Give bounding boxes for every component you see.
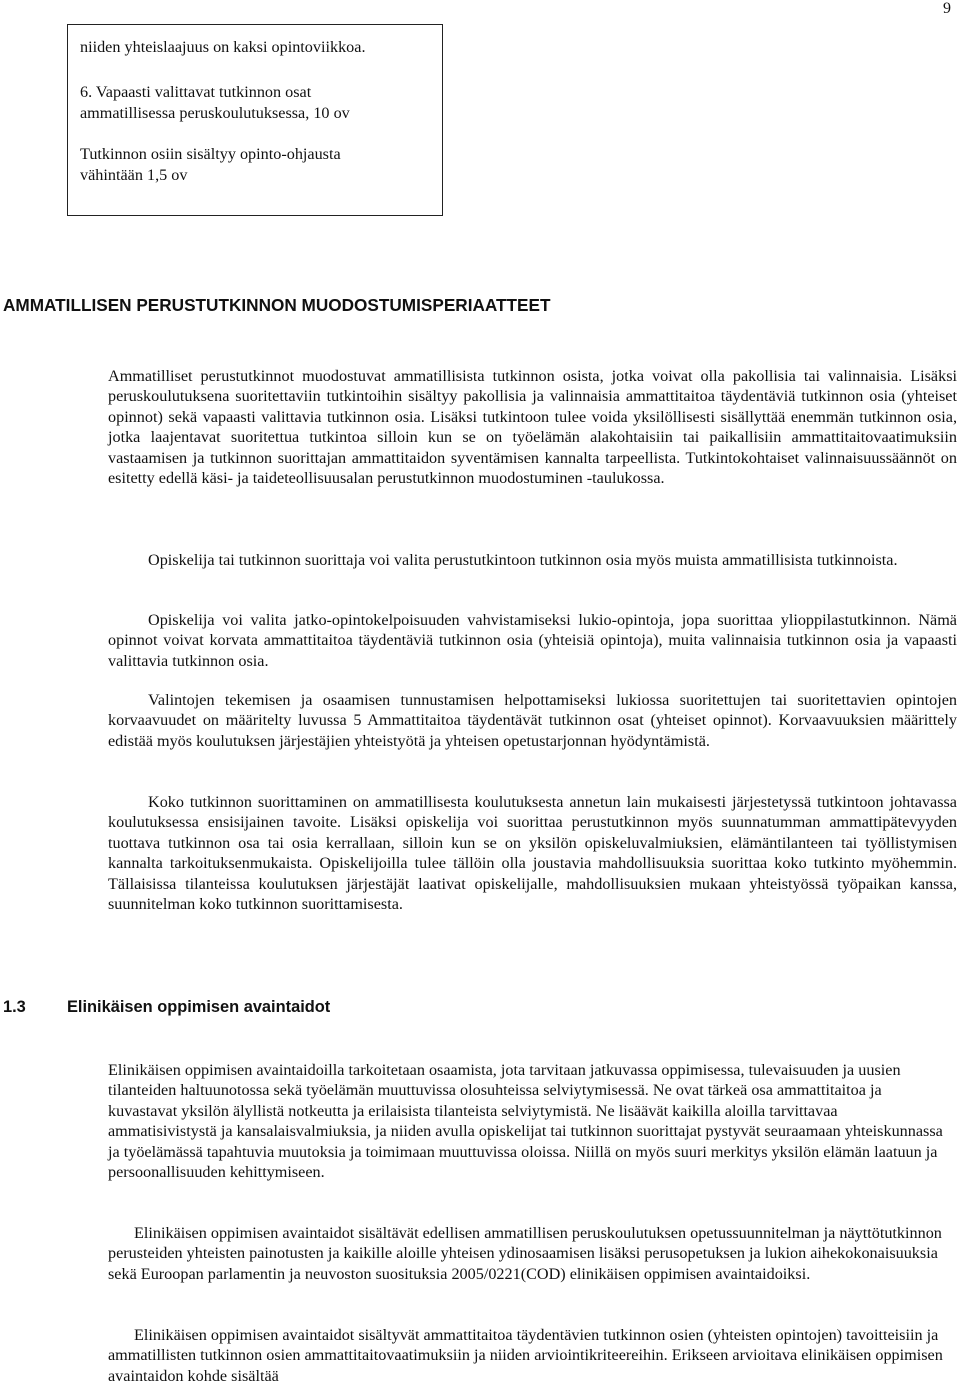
section-heading: AMMATILLISEN PERUSTUTKINNON MUODOSTUMISPERIAATTEET — [3, 295, 551, 315]
box-item-6-line2: ammatillisessa peruskoulutuksessa, 10 ov — [80, 104, 350, 122]
section-paragraph: Elinikäisen oppimisen avaintaidot sisältyvät ammattitaitoa täydentävien tutkinnon osien (yhteisten opintojen) tavoitteisiin ja ammatillisten tutkinnon osien ammattitaitovaatimuksiin ja niiden arviointikriteereihin. Erikseen arvioitava elinikäisen oppimisen avaintaidon kohde sisältää — [108, 1326, 943, 1385]
degree-structure-box — [67, 24, 443, 216]
section-title: Elinikäisen oppimisen avaintaidot — [67, 998, 331, 1016]
section-paragraph: Elinikäisen oppimisen avaintaidot sisältävät edellisen ammatillisen peruskoulutuksen opetussuunnitelman ja näyttötutkinnon perusteiden yhteisten painotusten ja kaikille aloille yhteisen ydinosaamisen lisäksi perusopetuksen ja lukion aihekokonaisuuksia sekä Euroopan parlamentin ja neuvoston suosituksia 2005/0221(COD) elinikäisen oppimisen avaintaidoiksi. — [108, 1224, 942, 1283]
body-paragraph: Ammatilliset perustutkinnot muodostuvat ammatillisista tutkinnon osista, jotka voivat olla pakollisia tai valinnaisia. Lisäksi peruskoulutuksena suoritettaviin tutkintoihin sisältyy pakollisia ja valinnaisia ammattitaitoa täydentäviä tutkinnon osia (yhteiset opinnot) sekä vapaasti valittavia tutkinnon osia. Lisäksi tutkintoon tulee voida yksilöllisesti sisällyttää enemmän tutkinnon osia, jotka laajentavat suoritettua tutkintoa silloin kun se on työelämän alakohtaisiin tai paikallisiin ammattitaitovaatimuksiin vastaamisen ja tutkinnon suorittajan ammattitaidon syventämisen kannalta tarpeellista. Tutkintokohtaiset valinnaisuussäännöt on esitetty edellä käsi- ja taideteollisuusalan perustutkinnon muodostuminen -taulukossa. — [108, 367, 957, 488]
body-paragraph: Valintojen tekemisen ja osaamisen tunnustamisen helpottamiseksi lukiossa suoritettujen tai suoritettavien opintojen korvaavuudet on määritelty luvussa 5 Ammattitaitoa täydentävät tutkinnon osat (yhteiset opinnot). Korvaavuuksien määrittely edistää myös koulutuksen järjestäjien yhteistyötä ja yhteisen opetustarjonnan hyödyntämistä. — [108, 691, 957, 750]
box-guidance-line1: Tutkinnon osiin sisältyy opinto-ohjausta — [80, 144, 341, 163]
section-paragraph: Elinikäisen oppimisen avaintaidoilla tarkoitetaan osaamista, jota tarvitaan jatkuvassa oppimisessa, tulevaisuuden ja uusien tilanteiden haltuunotossa sekä työelämän muuttuvissa olosuhteissa selviytymisessä. Ne ovat tärkeä osa ammattitaitoa ja kuvastavat yksilön älyllistä notkeutta ja erilaisista tilanteista selviytymistä. Ne lisäävät kaikilla aloilla tarvittavaa ammatisivistystä ja kansalaisvalmiuksia, ja niiden avulla opiskelijat tai tutkinnon suorittajat pystyvät seuraamaan yhteiskunnassa ja työelämässä tapahtuvia muutoksia ja toimimaan muuttuvissa oloissa. Niillä on myös suuri merkitys yksilön elämän laatuun ja persoonallisuuden kehittymiseen. — [108, 1061, 943, 1182]
body-paragraph: Opiskelija voi valita jatko-opintokelpoisuuden vahvistamiseksi lukio-opintoja, jopa suorittaa ylioppilastutkinnon. Nämä opinnot voivat korvata ammattitaitoa täydentäviä tutkinnon osia (yhteisiä opintoja), muita valinnaisia tutkinnon osia ja vapaasti valittavia tutkinnon osia. — [108, 611, 957, 670]
box-line: niiden yhteislaajuus on kaksi opintoviikkoa. — [80, 38, 366, 56]
page-number: 9 — [943, 0, 951, 17]
body-paragraph: Opiskelija tai tutkinnon suorittaja voi valita perustutkintoon tutkinnon osia myös muista ammatillisista tutkinnoista. — [148, 551, 898, 569]
box-guidance-line2: vähintään 1,5 ov — [80, 166, 188, 184]
section-number: 1.3 — [3, 998, 26, 1016]
box-item-6-line1: 6. Vapaasti valittavat tutkinnon osat — [80, 82, 312, 101]
body-paragraph: Koko tutkinnon suorittaminen on ammatillisesta koulutuksesta annetun lain mukaisesti järjestetyssä tutkintoon johtavassa koulutuksessa ensisijainen tavoite. Lisäksi opiskelija voi suorittaa perustutkinnon myös suunnatumman ammattipätevyyden tuottava tutkinnon osa tai osia kerrallaan, silloin kun se on yksilön opiskeluvalmiuksien, elämäntilanteen tai työllistymisen kannalta tarkoituksenmukaista. Opiskelijoilla tulee tällöin olla joustavia mahdollisuuksia suorittaa koko tutkinto myöhemmin. Tällaisissa tilanteissa koulutuksen järjestäjät laativat opiskelijalle, mahdollisuuksien mukaan yhteistyössä työpaikan kanssa, suunnitelman koko tutkinnon suorittamisesta. — [108, 793, 957, 914]
